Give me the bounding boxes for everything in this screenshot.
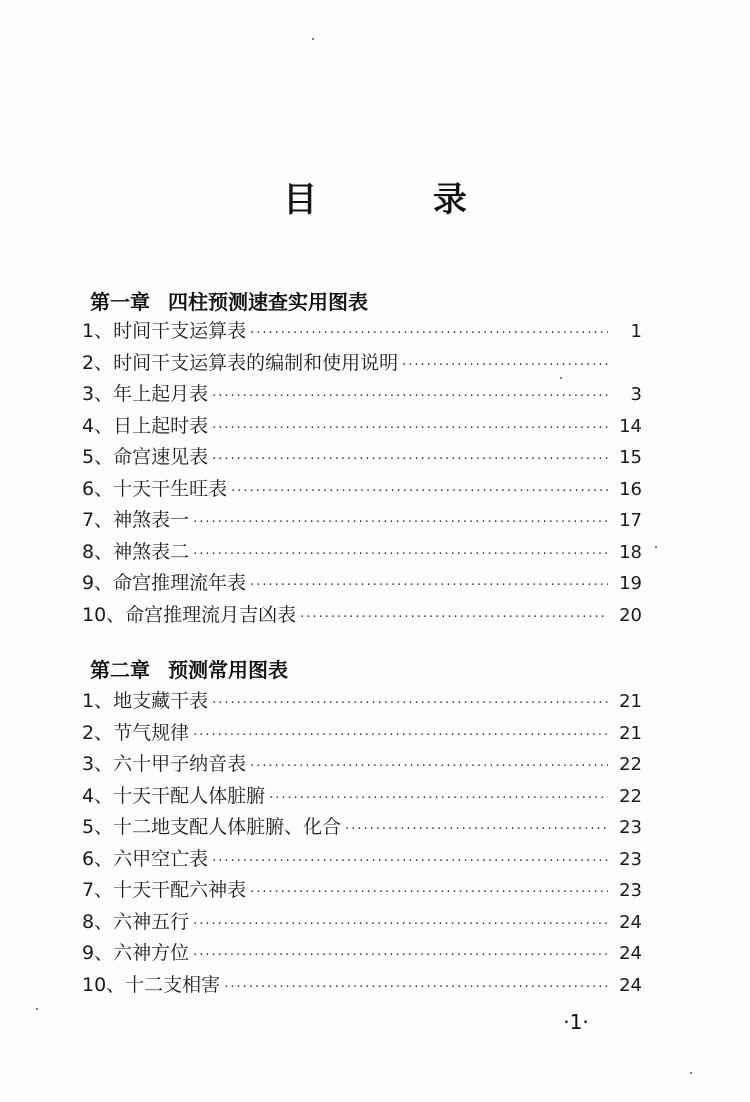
toc-entry[interactable] (82, 600, 642, 632)
toc-entry[interactable] (82, 970, 642, 1002)
dot-leader (193, 946, 608, 966)
toc-entry-page: 18 (619, 541, 642, 563)
chapter-2-entry-list (82, 686, 642, 1001)
dot-leader (193, 513, 608, 533)
toc-entry-label: 1、时间干支运算表 (82, 320, 247, 342)
toc-entry-label: 1、地支藏干表 (82, 690, 209, 712)
toc-entry-page: 23 (619, 880, 642, 901)
toc-entry-page: 17 (619, 510, 642, 531)
toc-entry-page: 24 (619, 974, 642, 996)
toc-entry[interactable] (82, 379, 642, 411)
toc-entry-page: 24 (619, 911, 642, 933)
toc-entry-label: 9、命宫推理流年表 (82, 572, 247, 594)
toc-entry-page: 20 (619, 604, 642, 626)
chapter-1-entry-list (82, 316, 642, 631)
toc-entry[interactable] (82, 474, 642, 506)
toc-entry-page: 14 (619, 415, 642, 437)
dot-leader (250, 576, 608, 596)
toc-entry-label: 4、十天干配人体脏腑 (82, 784, 266, 807)
toc-entry-label: 7、十天干配六神表 (82, 879, 247, 901)
scan-speck (560, 377, 562, 379)
chapter-heading-2 (90, 654, 288, 683)
toc-entry-page: 21 (619, 722, 642, 744)
dot-leader (212, 387, 608, 407)
toc-entry-page: 19 (619, 573, 642, 594)
chapter-number: 第二章 (90, 658, 150, 682)
toc-entry-label: 10、十二支相害 (82, 973, 221, 996)
toc-entry[interactable] (82, 718, 642, 750)
toc-entry-page: 1 (630, 321, 642, 342)
chapter-heading-1 (90, 286, 368, 315)
dot-leader (212, 694, 608, 714)
dot-leader (193, 545, 608, 565)
toc-entry-label: 10、命宫推理流月吉凶表 (82, 603, 297, 626)
toc-entry-page: 16 (619, 478, 642, 500)
toc-entry-page: 3 (630, 384, 642, 405)
toc-entry[interactable] (82, 316, 642, 348)
toc-entry-label: 8、神煞表二 (82, 540, 190, 563)
toc-entry-label: 5、十二地支配人体脏腑、化合 (82, 816, 342, 838)
toc-entry-page: 21 (619, 691, 642, 712)
toc-entry[interactable] (82, 568, 642, 600)
toc-entry-label: 2、时间干支运算表的编制和使用说明 (82, 351, 399, 374)
dot-leader (402, 356, 608, 376)
toc-entry-label: 8、六神五行 (82, 910, 190, 933)
toc-entry-label: 5、命宫速见表 (82, 446, 209, 468)
toc-entry-page: 22 (619, 754, 642, 775)
dot-leader (269, 789, 608, 809)
toc-entry-page: 15 (619, 447, 642, 468)
scan-speck (36, 1008, 38, 1010)
dot-leader (250, 757, 608, 777)
toc-entry[interactable] (82, 812, 642, 844)
toc-entry[interactable] (82, 505, 642, 537)
toc-entry[interactable] (82, 686, 642, 718)
page-title: 目 录 (283, 180, 519, 220)
toc-entry-page: 23 (619, 848, 642, 870)
toc-entry-label: 9、六神方位 (82, 942, 190, 964)
dot-leader (193, 726, 608, 746)
dot-leader (212, 852, 608, 872)
chapter-number: 第一章 (90, 290, 150, 314)
dot-leader (224, 978, 608, 998)
scan-speck (655, 546, 657, 548)
toc-entry-page: 22 (619, 785, 642, 807)
scan-speck (312, 38, 314, 40)
toc-entry-page: 23 (619, 817, 642, 838)
page-folio: ·1· (563, 1010, 589, 1034)
chapter-name: 预测常用图表 (168, 658, 288, 682)
toc-entry-page: 24 (619, 943, 642, 964)
dot-leader (231, 482, 608, 502)
dot-leader (300, 608, 608, 628)
toc-entry-label: 4、日上起时表 (82, 414, 209, 437)
dot-leader (212, 419, 608, 439)
toc-entry[interactable] (82, 442, 642, 474)
toc-entry[interactable] (82, 781, 642, 813)
toc-entry-label: 3、六十甲子纳音表 (82, 753, 247, 775)
toc-entry[interactable] (82, 749, 642, 781)
toc-entry-label: 2、节气规律 (82, 721, 190, 744)
toc-entry[interactable] (82, 875, 642, 907)
dot-leader (193, 915, 608, 935)
toc-entry-label: 7、神煞表一 (82, 509, 190, 531)
toc-entry[interactable] (82, 537, 642, 569)
dot-leader (250, 324, 608, 344)
toc-entry[interactable] (82, 411, 642, 443)
toc-entry-label: 6、六甲空亡表 (82, 847, 209, 870)
dot-leader (250, 883, 608, 903)
toc-entry[interactable] (82, 844, 642, 876)
scan-speck (690, 1072, 692, 1074)
chapter-name: 四柱预测速查实用图表 (168, 290, 368, 314)
toc-entry[interactable] (82, 907, 642, 939)
dot-leader (212, 450, 608, 470)
toc-entry-label: 3、年上起月表 (82, 383, 209, 405)
toc-entry[interactable] (82, 348, 642, 380)
toc-entry[interactable] (82, 938, 642, 970)
toc-entry-label: 6、十天干生旺表 (82, 477, 228, 500)
dot-leader (345, 820, 608, 840)
